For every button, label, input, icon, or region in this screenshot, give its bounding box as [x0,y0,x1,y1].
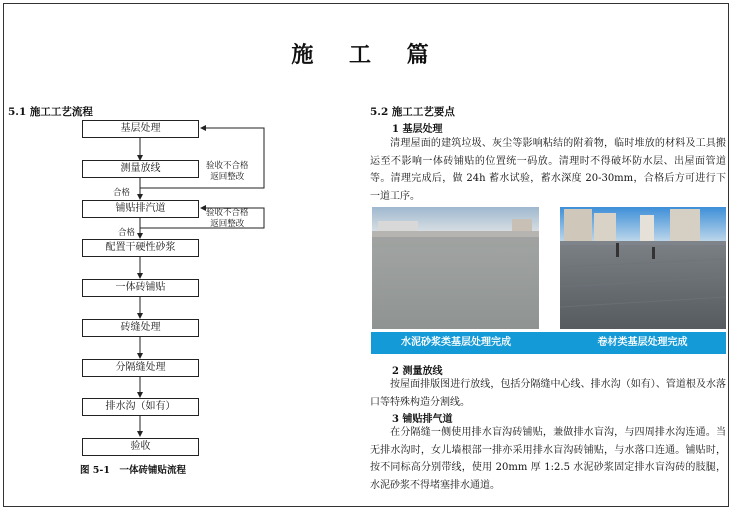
cement-base-photo [372,207,539,329]
subsection-3-body: 在分隔缝一侧使用排水盲沟砖铺贴，兼做排水盲沟，与四周排水沟连通。当无排水沟时，女儿墙根部一排亦采用排水盲沟砖铺贴，与水落口连通。铺贴时，按不同标高分别带线，使用 20mm 厚 1:2.5 水泥砂浆固定排水盲沟砖的肢腿，水泥砂浆不得堵塞排水通道。 [370,427,726,491]
rework-note-2-line2: 返回整改 [210,219,245,229]
subsection-3-text [370,424,726,494]
pass-label-1: 合格 [113,188,131,198]
photo-caption-right: 卷材类基层处理完成 [597,337,688,348]
rework-note-2-line1: 验收不合格 [206,208,249,218]
flow-step-exhaust-channel: 铺贴排汽道 [82,200,199,218]
flow-step-joint-treatment: 砖缝处理 [82,319,199,337]
flow-step-separation-joint: 分隔缝处理 [82,359,199,377]
subsection-1-body: 清理屋面的建筑垃圾、灰尘等影响粘结的附着物，临时堆放的材料及工具搬运至不影响一体砖铺贴的位置统一码放。清理时不得破坏防水层、出屋面管道等。清理完成后，做 24h 蓄水试验，蓄水深度 20-30mm，合格后方可进行下一道工序。 [370,138,726,202]
subsection-1-text [370,135,726,205]
subsection-2-title: 2 测量放线 [392,366,443,377]
subsection-1-title: 1 基层处理 [392,124,443,135]
flow-step-tile-laying: 一体砖铺贴 [82,279,199,297]
flow-step-acceptance: 验收 [82,438,199,456]
subsection-3-title: 3 铺贴排气道 [392,414,453,425]
photo-caption-left: 水泥砂浆类基层处理完成 [401,337,511,348]
pass-label-2: 合格 [118,228,136,238]
membrane-base-photo [560,207,726,329]
photo-caption-bar [371,332,726,354]
flow-step-survey-layout: 测量放线 [82,160,199,178]
section-heading-5-1: 5.1 施工工艺流程 [8,106,93,118]
page-title: 施 工 篇 [291,42,443,68]
rework-note-1-line1: 验收不合格 [206,161,249,171]
flow-step-dry-mortar: 配置干硬性砂浆 [82,239,199,257]
rework-note-1-line2: 返回整改 [210,172,245,182]
flow-step-drainage-ditch: 排水沟（如有） [82,398,199,416]
figure-caption: 图 5-1 一体砖铺贴流程 [80,465,186,476]
subsection-2-text [370,376,726,411]
rework-note-1 [206,161,249,183]
rework-note-2 [206,208,249,230]
flow-step-base-treatment: 基层处理 [82,120,199,138]
subsection-2-body: 按屋面排版图进行放线，包括分隔缝中心线、排水沟（如有）、管道根及水落口等特殊构造分割线。 [370,379,726,408]
section-heading-5-2: 5.2 施工工艺要点 [370,106,455,118]
